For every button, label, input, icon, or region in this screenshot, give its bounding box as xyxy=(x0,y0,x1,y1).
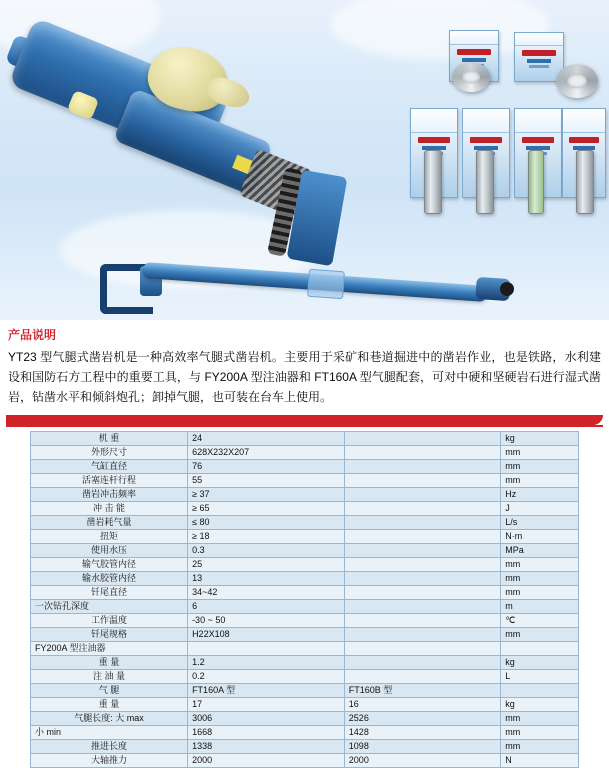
spec-name-cell: 重 量 xyxy=(31,698,188,712)
spec-name-cell: 凿岩冲击频率 xyxy=(31,488,188,502)
description-title: 产品说明 xyxy=(8,328,57,342)
spec-value-cell: 0.3 xyxy=(188,544,345,558)
box-sub-bar-2 xyxy=(529,65,548,68)
spec-name-cell: 使用水压 xyxy=(31,544,188,558)
table-row xyxy=(31,474,579,488)
spec-unit-cell: mm xyxy=(501,628,579,642)
spec-value-cell-2: 16 xyxy=(344,698,500,712)
spec-name-cell: 机 重 xyxy=(31,432,188,446)
box-label-bar xyxy=(522,137,554,143)
box-top-panel xyxy=(515,109,561,133)
box-top-panel xyxy=(515,33,563,46)
spec-value-cell: 1338 xyxy=(188,740,345,754)
spec-table xyxy=(31,432,579,768)
spec-unit-cell: N xyxy=(501,754,579,768)
description-section xyxy=(0,320,609,407)
table-row xyxy=(31,544,579,558)
spec-name-cell: 扭矩 xyxy=(31,530,188,544)
spec-name-cell: 活塞连杆行程 xyxy=(31,474,188,488)
spec-value-cell: H22X108 xyxy=(188,628,345,642)
table-row xyxy=(31,614,579,628)
ring-part xyxy=(556,64,598,98)
table-row xyxy=(31,656,579,670)
box-label-bar xyxy=(457,49,491,55)
spec-unit-cell: mm xyxy=(501,572,579,586)
spec-unit-cell: kg xyxy=(501,698,579,712)
spec-value-cell: ≥ 18 xyxy=(188,530,345,544)
spec-value-cell: ≥ 37 xyxy=(188,488,345,502)
spec-value-cell: ≥ 65 xyxy=(188,502,345,516)
spec-unit-cell: kg xyxy=(501,656,579,670)
spec-unit-cell xyxy=(501,642,579,656)
spec-unit-cell: mm xyxy=(501,740,579,754)
ring-part xyxy=(452,62,490,92)
spec-value-cell: ≤ 80 xyxy=(188,516,345,530)
spec-value-cell-2 xyxy=(344,502,500,516)
table-row xyxy=(31,572,579,586)
spec-value-cell: 6 xyxy=(188,600,345,614)
spec-name-cell: 小 min xyxy=(31,726,188,740)
metal-part xyxy=(476,150,494,214)
box-label-bar xyxy=(418,137,450,143)
box-label-bar xyxy=(569,137,598,143)
spec-value-cell-2: 2000 xyxy=(344,754,500,768)
spec-value-cell-2 xyxy=(344,614,500,628)
spec-value-cell: 1.2 xyxy=(188,656,345,670)
spec-name-cell: 工作温度 xyxy=(31,614,188,628)
spec-value-cell-2 xyxy=(344,460,500,474)
box-top-panel xyxy=(463,109,509,133)
spec-name-cell: 钎尾规格 xyxy=(31,628,188,642)
spec-value-cell xyxy=(188,642,345,656)
spec-name-cell: 推进长度 xyxy=(31,740,188,754)
spec-table-wrapper xyxy=(30,431,579,768)
spec-unit-cell: mm xyxy=(501,726,579,740)
spec-name-cell: 气 腿 xyxy=(31,684,188,698)
spec-value-cell-2: FT160B 型 xyxy=(344,684,500,698)
spec-name-cell: 注 油 量 xyxy=(31,670,188,684)
table-row xyxy=(31,684,579,698)
spec-name-cell: 冲 击 能 xyxy=(31,502,188,516)
metal-part xyxy=(424,150,442,214)
description-text: YT23 型气腿式凿岩机是一种高效率气腿式凿岩机。主要用于采矿和巷道掘进中的凿岩作业，也是铁路，水利建设和国防石方工程中的重要工具，与 FY200A 型注油器和 FT160A 型气腿配套，可对中硬和坚硬岩石进行湿式凿岩，钻凿水平和倾斜炮孔；卸掉气腿，也可装在台车上使用。 xyxy=(8,350,601,404)
table-row xyxy=(31,712,579,726)
spec-unit-cell: mm xyxy=(501,474,579,488)
table-row xyxy=(31,558,579,572)
box-label-bar xyxy=(522,50,556,56)
table-row xyxy=(31,516,579,530)
rock-drill-image xyxy=(8,18,388,248)
spec-value-cell-2 xyxy=(344,586,500,600)
spec-value-cell-2 xyxy=(344,516,500,530)
spec-value-cell: 25 xyxy=(188,558,345,572)
spec-value-cell: 24 xyxy=(188,432,345,446)
spec-value-cell-2 xyxy=(344,642,500,656)
table-row xyxy=(31,502,579,516)
box-sub-bar xyxy=(527,59,552,63)
spec-value-cell: 17 xyxy=(188,698,345,712)
spec-value-cell-2 xyxy=(344,558,500,572)
spec-value-cell-2 xyxy=(344,474,500,488)
spec-unit-cell: mm xyxy=(501,460,579,474)
spec-name-cell: 输气胶管内径 xyxy=(31,558,188,572)
spec-value-cell-2 xyxy=(344,544,500,558)
box-top-panel xyxy=(450,31,498,45)
air-leg-image xyxy=(100,258,510,318)
table-row xyxy=(31,432,579,446)
table-row xyxy=(31,586,579,600)
spec-unit-cell: Hz xyxy=(501,488,579,502)
spec-unit-cell: mm xyxy=(501,712,579,726)
table-row xyxy=(31,670,579,684)
spec-value-cell-2 xyxy=(344,446,500,460)
table-row xyxy=(31,642,579,656)
air-leg-end-knob xyxy=(500,282,514,296)
product-photo-area xyxy=(0,0,609,320)
spec-value-cell-2 xyxy=(344,488,500,502)
spec-value-cell: 55 xyxy=(188,474,345,488)
spec-value-cell-2 xyxy=(344,656,500,670)
spec-value-cell-2 xyxy=(344,530,500,544)
spec-value-cell: 2000 xyxy=(188,754,345,768)
spec-name-cell: 一次钻孔深度 xyxy=(31,600,188,614)
spec-value-cell: 3006 xyxy=(188,712,345,726)
spec-value-cell: 34~42 xyxy=(188,586,345,600)
spec-name-cell: 外形尺寸 xyxy=(31,446,188,460)
spec-unit-cell: mm xyxy=(501,586,579,600)
spec-name-cell: 重 量 xyxy=(31,656,188,670)
metal-part xyxy=(576,150,594,214)
spec-value-cell-2 xyxy=(344,432,500,446)
spec-value-cell-2 xyxy=(344,628,500,642)
red-divider xyxy=(6,415,603,425)
spec-name-cell: 凿岩耗气量 xyxy=(31,516,188,530)
box-top-panel xyxy=(411,109,457,133)
spec-value-cell-2: 1428 xyxy=(344,726,500,740)
spec-value-cell: FT160A 型 xyxy=(188,684,345,698)
ring-hole xyxy=(462,71,480,84)
ring-hole xyxy=(567,74,587,89)
spec-name-cell: 钎尾直径 xyxy=(31,586,188,600)
table-row xyxy=(31,446,579,460)
spec-unit-cell: J xyxy=(501,502,579,516)
metal-part xyxy=(528,150,544,214)
spec-name-cell: 气缸直径 xyxy=(31,460,188,474)
table-row xyxy=(31,488,579,502)
spec-value-cell: 13 xyxy=(188,572,345,586)
spec-unit-cell: mm xyxy=(501,446,579,460)
spec-value-cell: 0.2 xyxy=(188,670,345,684)
table-row xyxy=(31,600,579,614)
spec-value-cell: 628X232X207 xyxy=(188,446,345,460)
box-top-panel xyxy=(563,109,605,133)
spec-name-cell: FY200A 型注油器 xyxy=(31,642,188,656)
spec-unit-cell: mm xyxy=(501,558,579,572)
spec-value-cell: 76 xyxy=(188,460,345,474)
spec-unit-cell: MPa xyxy=(501,544,579,558)
spec-name-cell: 输水胶管内径 xyxy=(31,572,188,586)
spec-value-cell-2: 1098 xyxy=(344,740,500,754)
spec-unit-cell: N·m xyxy=(501,530,579,544)
box-label-bar xyxy=(470,137,502,143)
spec-value-cell-2: 2526 xyxy=(344,712,500,726)
spec-unit-cell: m xyxy=(501,600,579,614)
spec-value-cell: 1668 xyxy=(188,726,345,740)
spec-unit-cell: L xyxy=(501,670,579,684)
table-row xyxy=(31,530,579,544)
spec-unit-cell xyxy=(501,684,579,698)
spec-value-cell-2 xyxy=(344,600,500,614)
spec-value-cell-2 xyxy=(344,670,500,684)
table-row xyxy=(31,628,579,642)
spec-value-cell: -30 ~ 50 xyxy=(188,614,345,628)
spec-name-cell: 气腿长度: 大 max xyxy=(31,712,188,726)
spec-name-cell: 大轴推力 xyxy=(31,754,188,768)
spec-unit-cell: L/s xyxy=(501,516,579,530)
table-row xyxy=(31,698,579,712)
table-row xyxy=(31,460,579,474)
table-row xyxy=(31,740,579,754)
table-row xyxy=(31,726,579,740)
table-row xyxy=(31,754,579,768)
air-leg-mid-clamp xyxy=(307,269,345,299)
spec-unit-cell: ℃ xyxy=(501,614,579,628)
spec-unit-cell: kg xyxy=(501,432,579,446)
spec-value-cell-2 xyxy=(344,572,500,586)
